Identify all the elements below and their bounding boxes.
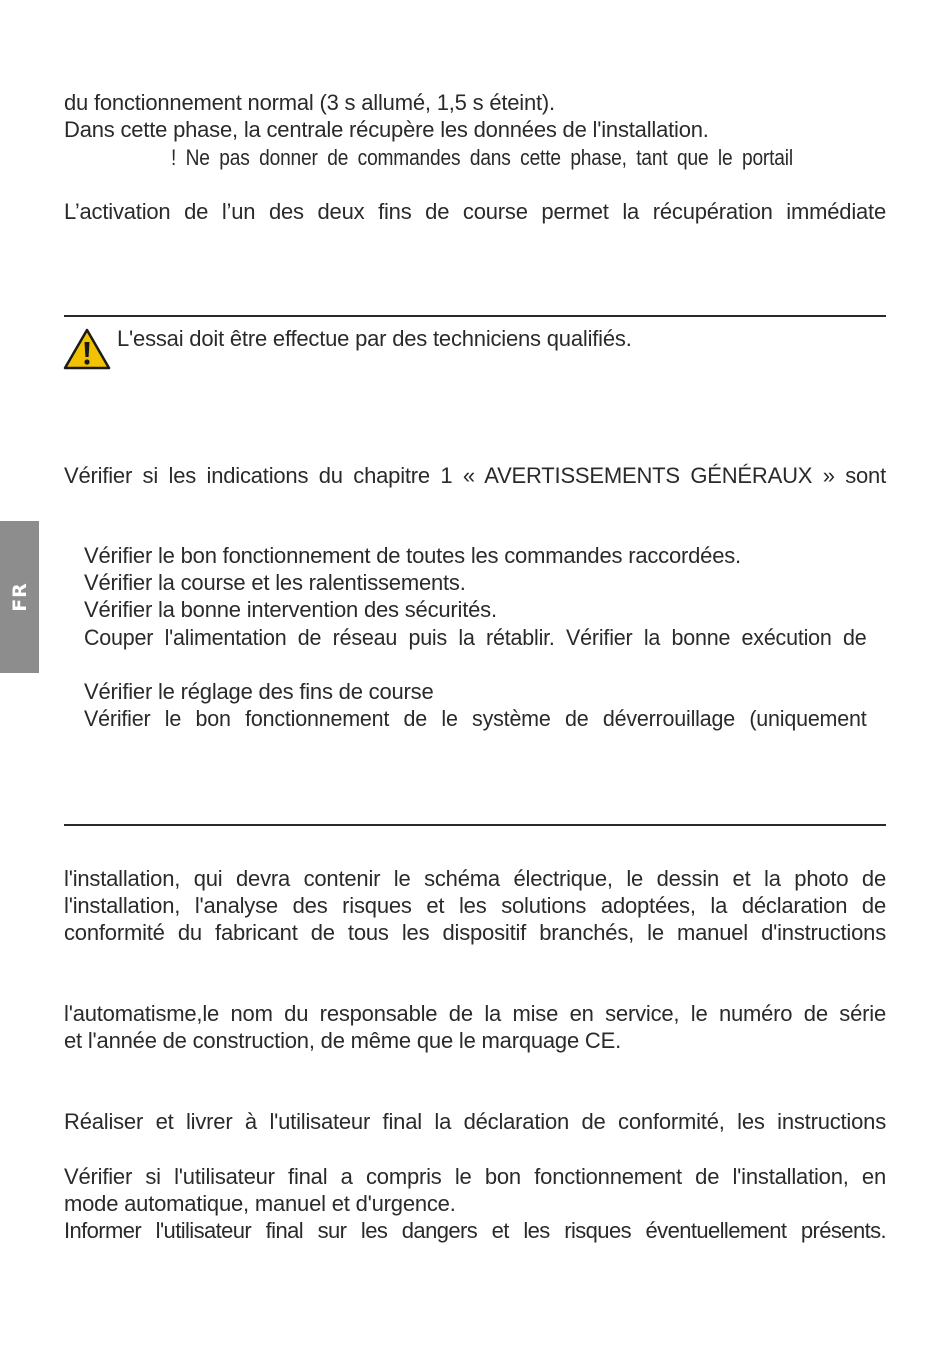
text-line: Informer l'utilisateur final sur les dangers et les risques éventuellement présents. xyxy=(64,1218,886,1243)
text-line: ! Ne pas donner de commandes dans cette phase, tant que le portail xyxy=(171,145,793,170)
text-line: Vérifier si les indications du chapitre 1 « AVERTISSEMENTS GÉNÉRAUX » sont xyxy=(64,463,886,488)
section-divider xyxy=(64,824,886,826)
section-divider xyxy=(64,315,886,317)
text-line: l'installation, l'analyse des risques et les solutions adoptées, la déclaration de xyxy=(64,893,886,918)
text-line: mode automatique, manuel et d'urgence. xyxy=(64,1191,456,1216)
warning-text: L'essai doit être effectue par des techniciens qualifiés. xyxy=(117,326,632,351)
list-item: Vérifier le bon fonctionnement de toutes les commandes raccordées. xyxy=(84,543,741,568)
text-line: l'automatisme,le nom du responsable de la mise en service, le numéro de série xyxy=(64,1001,886,1026)
text-line: L’activation de l’un des deux fins de course permet la récupération immédiate xyxy=(64,199,886,224)
list-item: Couper l'alimentation de réseau puis la rétablir. Vérifier la bonne exécution de xyxy=(84,625,867,650)
list-item: Vérifier la course et les ralentissements. xyxy=(84,570,466,595)
warning-triangle-icon xyxy=(63,328,111,370)
text-line: Réaliser et livrer à l'utilisateur final la déclaration de conformité, les instructions xyxy=(64,1109,886,1134)
language-tab-label: FR xyxy=(8,582,31,612)
list-item: Vérifier la bonne intervention des sécurités. xyxy=(84,597,497,622)
text-line: l'installation, qui devra contenir le schéma électrique, le dessin et la photo de xyxy=(64,866,886,891)
text-line: du fonctionnement normal (3 s allumé, 1,5 s éteint). xyxy=(64,90,555,115)
text-line: Dans cette phase, la centrale récupère les données de l'installation. xyxy=(64,117,709,142)
list-item: Vérifier le bon fonctionnement de le système de déverrouillage (uniquement xyxy=(84,706,867,731)
list-item: Vérifier le réglage des fins de course xyxy=(84,679,434,704)
text-line: Vérifier si l'utilisateur final a compris le bon fonctionnement de l'installation, en xyxy=(64,1164,886,1189)
text-line: et l'année de construction, de même que le marquage CE. xyxy=(64,1028,621,1053)
language-tab xyxy=(0,521,39,673)
text-line: conformité du fabricant de tous les dispositif branchés, le manuel d'instructions xyxy=(64,920,886,945)
